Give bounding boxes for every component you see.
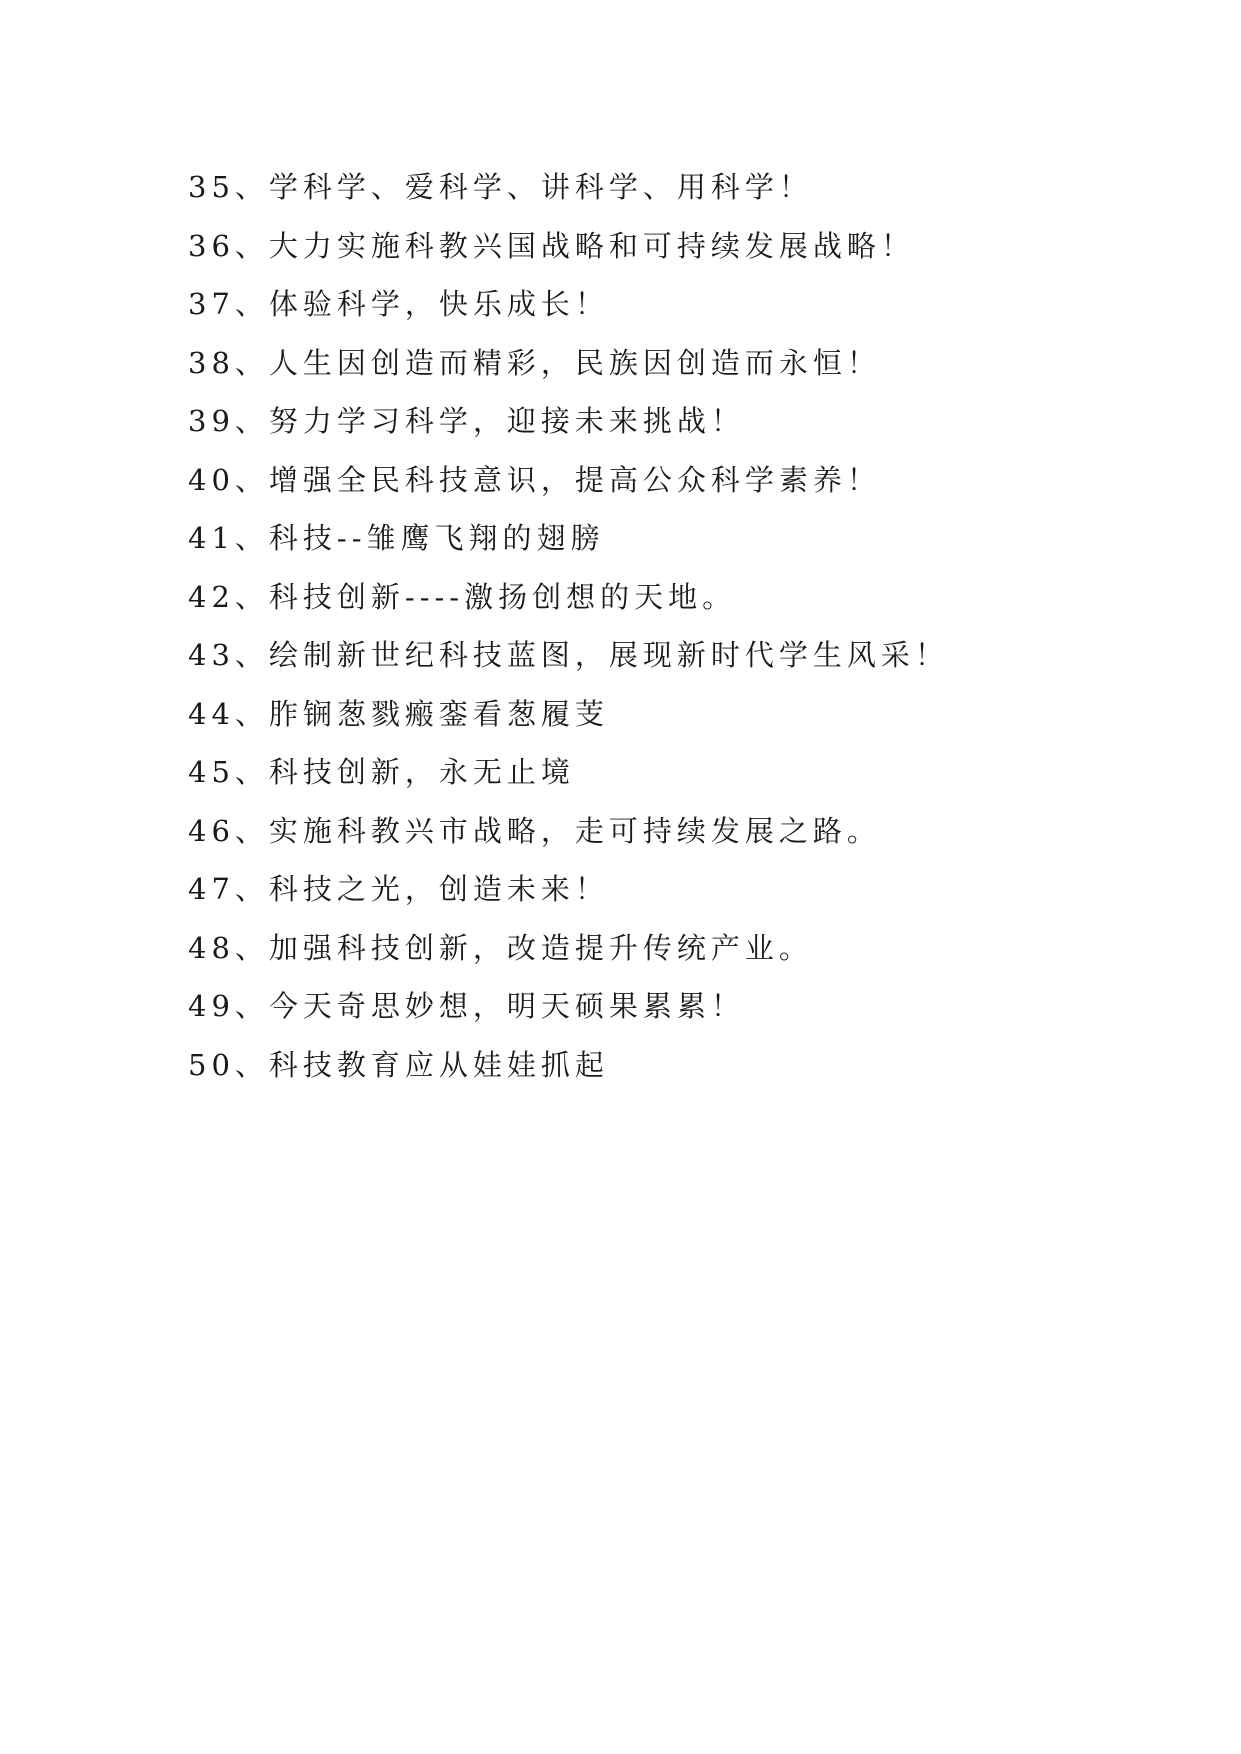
list-item: 50、科技教育应从娃娃抓起 [188,1047,609,1082]
list-item: 36、大力实施科教兴国战略和可持续发展战略！ [188,228,915,263]
list-item: 48、加强科技创新，改造提升传统产业。 [188,930,813,965]
list-item: 44、胙锎葱戮瘢銮看葱履芰 [188,696,609,731]
list-item: 39、努力学习科学，迎接未来挑战！ [188,404,745,438]
slogan-list [188,158,949,1094]
list-item: 35、学科学、爱科学、讲科学、用科学！ [188,170,813,204]
list-item: 45、科技创新，永无止境 [188,755,575,789]
list-item: 42、科技创新----激扬创想的天地。 [188,579,737,614]
list-item: 37、体验科学，快乐成长！ [188,287,609,321]
list-item: 47、科技之光，创造未来！ [188,872,609,906]
list-item: 38、人生因创造而精彩，民族因创造而永恒！ [188,345,881,380]
list-item: 46、实施科教兴市战略，走可持续发展之路。 [188,813,881,848]
list-item: 40、增强全民科技意识，提高公众科学素养！ [188,462,881,497]
list-item: 43、绘制新世纪科技蓝图，展现新时代学生风采！ [188,638,949,672]
list-item: 49、今天奇思妙想，明天硕果累累！ [188,989,745,1023]
list-item: 41、科技--雏鹰飞翔的翅膀 [188,521,605,555]
